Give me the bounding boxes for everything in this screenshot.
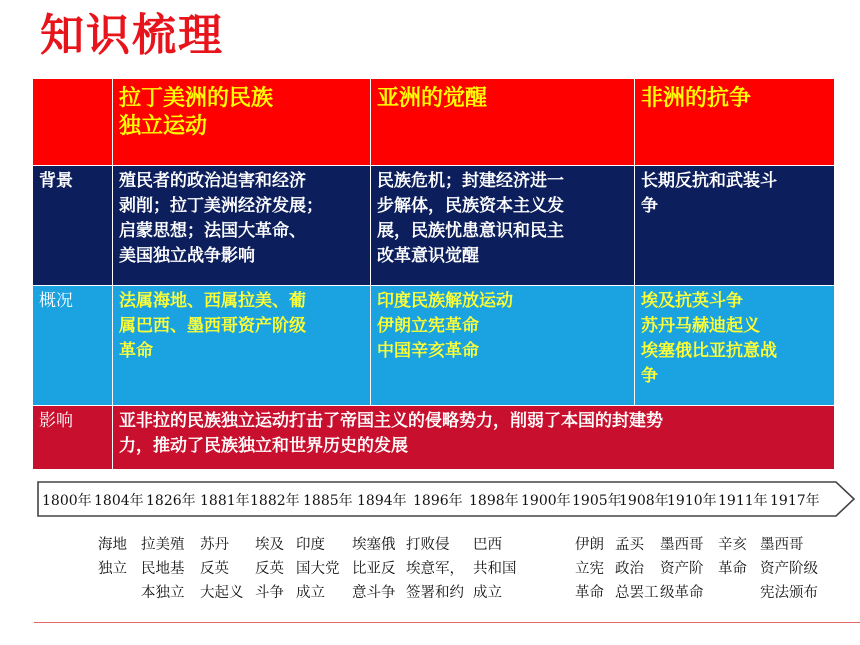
timeline-event (141, 533, 185, 605)
timeline-event-line: 伊朗 (575, 537, 604, 553)
cell-line: 亚非拉的民族独立运动打击了帝国主义的侵略势力，削弱了本国的封建势 (119, 411, 663, 431)
row-label-impact: 影响 (33, 406, 113, 470)
timeline-event-line: 国大党 (296, 561, 340, 577)
timeline-event-line: 共和国 (473, 561, 517, 577)
cell-line: 苏丹马赫迪起义 (641, 316, 760, 336)
timeline-event-line: 革命 (575, 585, 604, 601)
timeline-event-line: 拉美殖 (141, 537, 185, 553)
timeline-event (352, 533, 396, 605)
timeline-event (660, 533, 704, 605)
timeline-event-line: 反英 (255, 561, 284, 577)
timeline-year: 1898年 (469, 493, 519, 509)
header-asia: 亚洲的觉醒 (371, 79, 635, 166)
timeline-event-line: 本独立 (141, 585, 185, 601)
cell-line: 展，民族忧患意识和民主 (377, 221, 564, 241)
timeline-year: 1900年 (521, 493, 571, 509)
timeline-year: 1905年 (572, 493, 622, 509)
timeline-year: 1894年 (357, 493, 407, 509)
row-label-overview: 概况 (33, 286, 113, 406)
cell-line: 改革意识觉醒 (377, 246, 479, 266)
timeline-event-line: 埃塞俄 (352, 537, 396, 553)
timeline-event-line: 革命 (718, 561, 747, 577)
timeline-event-line: 成立 (473, 585, 502, 601)
timeline-event-line: 资产阶级 (760, 561, 818, 577)
cell-line: 剥削；拉丁美洲经济发展； (119, 196, 323, 216)
timeline-year: 1885年 (303, 493, 353, 509)
timeline-event-line: 打败侵 (406, 537, 450, 553)
cell-line: 启蒙思想；法国大革命、 (119, 221, 306, 241)
timeline-event-line: 埃意军， (406, 561, 464, 577)
timeline-year: 1910年 (667, 493, 717, 509)
timeline-event-line: 墨西哥 (760, 537, 804, 553)
timeline-event-line: 印度 (296, 537, 325, 553)
timeline-event-line: 孟买 (615, 537, 644, 553)
timeline-event-line: 埃及 (255, 537, 284, 553)
timeline-event (200, 533, 244, 605)
timeline-year: 1917年 (770, 493, 820, 509)
timeline-year: 1800年 (42, 493, 92, 509)
timeline-year: 1804年 (94, 493, 144, 509)
page-title: 知识梳理 (40, 10, 224, 61)
timeline-event-line: 苏丹 (200, 537, 229, 553)
timeline-year: 1881年 (200, 493, 250, 509)
timeline-event-line: 宪法颁布 (760, 585, 818, 601)
header-line: 拉丁美洲的民族 (119, 86, 274, 111)
timeline-event (760, 533, 818, 605)
cell-line: 力，推动了民族独立和世界历史的发展 (119, 436, 408, 456)
cell-line: 革命 (119, 341, 153, 361)
timeline-year: 1826年 (146, 493, 196, 509)
timeline-event (575, 533, 604, 605)
timeline-year: 1882年 (250, 493, 300, 509)
timeline-event-line: 意斗争 (352, 585, 396, 601)
timeline-event (615, 533, 659, 605)
row-label-background: 背景 (33, 166, 113, 286)
timeline-event (296, 533, 340, 605)
timeline-event-line: 成立 (296, 585, 325, 601)
timeline-event-line: 总罢工 (615, 585, 659, 601)
timeline-event-line: 立宪 (575, 561, 604, 577)
timeline-year: 1896年 (413, 493, 463, 509)
timeline-year: 1911年 (718, 493, 768, 509)
cell-line: 民族危机；封建经济进一 (377, 171, 564, 191)
timeline-event-line: 比亚反 (352, 561, 396, 577)
timeline-event (473, 533, 517, 605)
timeline-event-line: 资产阶 (660, 561, 704, 577)
header-africa: 非洲的抗争 (635, 79, 835, 166)
timeline-year: 1908年 (619, 493, 669, 509)
timeline-event-line: 民地基 (141, 561, 185, 577)
timeline-event (406, 533, 464, 605)
cell-line: 埃及抗英斗争 (641, 291, 743, 311)
cell-line: 争 (641, 366, 658, 386)
timeline-event-line: 斗争 (255, 585, 284, 601)
timeline-event-line: 辛亥 (718, 537, 747, 553)
cell-line: 殖民者的政治迫害和经济 (119, 171, 306, 191)
cell-line: 印度民族解放运动 (377, 291, 513, 311)
timeline-event-line: 海地 (98, 537, 127, 553)
timeline-event-line: 独立 (98, 561, 127, 577)
cell-line: 法属海地、西属拉美、葡 (119, 291, 306, 311)
cell-line: 争 (641, 196, 658, 216)
timeline-event-line: 级革命 (660, 585, 704, 601)
cell-line: 中国辛亥革命 (377, 341, 479, 361)
timeline-event-line: 墨西哥 (660, 537, 704, 553)
timeline-event (255, 533, 284, 605)
timeline-event-line: 巴西 (473, 537, 502, 553)
cell-line: 属巴西、墨西哥资产阶级 (119, 316, 306, 336)
cell-line: 伊朗立宪革命 (377, 316, 479, 336)
cell-line: 埃塞俄比亚抗意战 (641, 341, 777, 361)
timeline-event-line: 政治 (615, 561, 644, 577)
timeline-event (718, 533, 747, 581)
timeline-event (98, 533, 127, 581)
header-line: 独立运动 (119, 114, 208, 139)
cell-line: 长期反抗和武装斗 (641, 171, 777, 191)
cell-line: 美国独立战争影响 (119, 246, 255, 266)
cell-line: 步解体，民族资本主义发 (377, 196, 564, 216)
timeline-event-line: 大起义 (200, 585, 244, 601)
timeline-event-line: 签署和约 (406, 585, 464, 601)
timeline-event-line: 反英 (200, 561, 229, 577)
